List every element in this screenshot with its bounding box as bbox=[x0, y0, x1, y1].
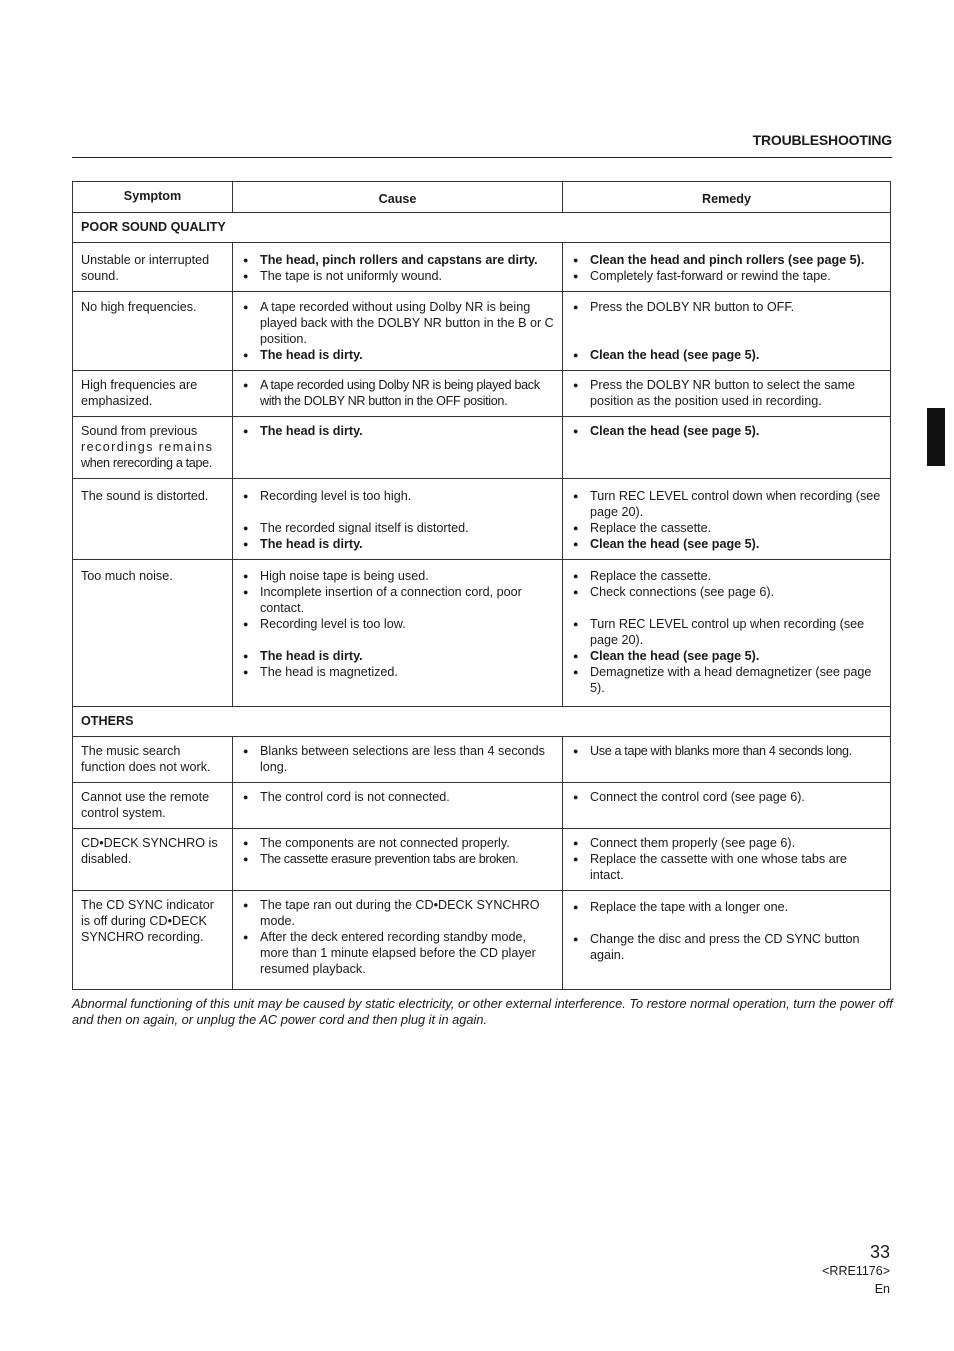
remedy-cell bbox=[563, 371, 891, 417]
section-title-poor-sound: POOR SOUND QUALITY bbox=[73, 213, 891, 243]
cause-item: ● Blanks between selections are less than 4 seconds long. bbox=[241, 743, 555, 775]
symptom-cell: The CD SYNC indicator is off during CD•DECK SYNCHRO recording. bbox=[73, 891, 233, 990]
table-row bbox=[73, 783, 891, 829]
remedy-item: ● Connect them properly (see page 6). bbox=[571, 835, 883, 851]
cause-item: ● After the deck entered recording standby mode, more than 1 minute elapsed before the CD player resumed playback. bbox=[241, 929, 555, 977]
table-row bbox=[73, 417, 891, 479]
cause-item: ● The head is dirty. bbox=[241, 536, 555, 552]
cause-item: ● The head is magnetized. bbox=[241, 664, 555, 680]
table-row bbox=[73, 891, 891, 990]
cause-item: ● The head is dirty. bbox=[241, 347, 555, 363]
header-rule bbox=[72, 157, 892, 158]
cause-item: ● High noise tape is being used. bbox=[241, 568, 555, 584]
cause-cell bbox=[233, 829, 563, 891]
table-header-row bbox=[73, 182, 891, 213]
cause-cell bbox=[233, 783, 563, 829]
table-row bbox=[73, 560, 891, 707]
symptom-line: Sound from previous bbox=[81, 424, 198, 438]
section-row-poor-sound bbox=[73, 213, 891, 243]
page-title: TROUBLESHOOTING bbox=[752, 132, 892, 148]
remedy-item: ● Check connections (see page 6). bbox=[571, 584, 883, 600]
symptom-cell: The sound is distorted. bbox=[73, 479, 233, 560]
symptom-cell: The music search function does not work. bbox=[73, 737, 233, 783]
cause-item: ● Incomplete insertion of a connection cord, poor contact. bbox=[241, 584, 555, 616]
remedy-cell bbox=[563, 783, 891, 829]
document-code: <RRE1176> bbox=[822, 1264, 890, 1278]
cause-cell bbox=[233, 243, 563, 292]
cause-item: ● A tape recorded without using Dolby NR is being played back with the DOLBY NR button in the B or C position. bbox=[241, 299, 555, 347]
remedy-item: ● Completely fast-forward or rewind the tape. bbox=[571, 268, 883, 284]
symptom-cell: High frequencies are emphasized. bbox=[73, 371, 233, 417]
remedy-item: ● Use a tape with blanks more than 4 seconds long. bbox=[571, 743, 883, 759]
cause-item: ● Recording level is too high. bbox=[241, 488, 555, 504]
static-electricity-note: Abnormal functioning of this unit may be caused by static electricity, or other external interference. To restore normal operation, turn the power off and then on again, or unplug the AC power cord and then plug it in again. bbox=[72, 996, 893, 1027]
cause-cell bbox=[233, 371, 563, 417]
cause-cell bbox=[233, 292, 563, 371]
remedy-cell bbox=[563, 479, 891, 560]
remedy-cell bbox=[563, 292, 891, 371]
table-row bbox=[73, 829, 891, 891]
cause-cell bbox=[233, 737, 563, 783]
cause-item: ● The tape is not uniformly wound. bbox=[241, 268, 555, 284]
remedy-item: ● Replace the cassette. bbox=[571, 520, 883, 536]
remedy-item: ● Clean the head and pinch rollers (see page 5). bbox=[571, 252, 883, 268]
table-row bbox=[73, 479, 891, 560]
table-row bbox=[73, 371, 891, 417]
symptom-line: recordings remains bbox=[81, 440, 214, 454]
cause-item: ● The components are not connected properly. bbox=[241, 835, 555, 851]
remedy-item: ● Turn REC LEVEL control up when recording (see page 20). bbox=[571, 616, 883, 648]
remedy-item: ● Clean the head (see page 5). bbox=[571, 347, 883, 363]
remedy-item: ● Replace the cassette. bbox=[571, 568, 883, 584]
language-label: En bbox=[874, 1282, 890, 1296]
cause-item: ● The recorded signal itself is distorted. bbox=[241, 520, 555, 536]
symptom-cell: Cannot use the remote control system. bbox=[73, 783, 233, 829]
remedy-item: ● Connect the control cord (see page 6). bbox=[571, 789, 883, 805]
remedy-item: ● Clean the head (see page 5). bbox=[571, 423, 883, 439]
symptom-cell: Too much noise. bbox=[73, 560, 233, 707]
remedy-cell bbox=[563, 560, 891, 707]
cause-item: ● Recording level is too low. bbox=[241, 616, 555, 632]
remedy-item: ● Clean the head (see page 5). bbox=[571, 536, 883, 552]
remedy-item: ● Change the disc and press the CD SYNC button again. bbox=[571, 931, 883, 963]
remedy-cell bbox=[563, 417, 891, 479]
cause-item: ● The head is dirty. bbox=[241, 648, 555, 664]
cause-item: ● The head, pinch rollers and capstans are dirty. bbox=[241, 252, 555, 268]
header-symptom: Symptom bbox=[73, 182, 233, 213]
cause-cell bbox=[233, 417, 563, 479]
troubleshooting-table bbox=[72, 181, 891, 990]
cause-item: ● The cassette erasure prevention tabs are broken. bbox=[241, 851, 555, 867]
remedy-item: ● Press the DOLBY NR button to select the same position as the position used in recording. bbox=[571, 377, 883, 409]
remedy-cell bbox=[563, 891, 891, 990]
section-tab-marker bbox=[927, 408, 945, 466]
remedy-item: ● Demagnetize with a head demagnetizer (see page 5). bbox=[571, 664, 883, 696]
symptom-cell bbox=[73, 417, 233, 479]
remedy-cell bbox=[563, 829, 891, 891]
table-row bbox=[73, 243, 891, 292]
remedy-cell bbox=[563, 243, 891, 292]
table-row bbox=[73, 737, 891, 783]
symptom-cell: No high frequencies. bbox=[73, 292, 233, 371]
header-remedy: Remedy bbox=[563, 182, 891, 213]
remedy-item: ● Press the DOLBY NR button to OFF. bbox=[571, 299, 883, 315]
header-cause: Cause bbox=[233, 182, 563, 213]
table-row bbox=[73, 292, 891, 371]
section-title-others: OTHERS bbox=[73, 707, 891, 737]
cause-cell bbox=[233, 479, 563, 560]
cause-item: ● The head is dirty. bbox=[241, 423, 555, 439]
symptom-cell: Unstable or interrupted sound. bbox=[73, 243, 233, 292]
cause-cell bbox=[233, 560, 563, 707]
remedy-item: ● Turn REC LEVEL control down when recording (see page 20). bbox=[571, 488, 883, 520]
section-row-others bbox=[73, 707, 891, 737]
cause-cell bbox=[233, 891, 563, 990]
symptom-line: when rerecording a tape. bbox=[81, 456, 212, 470]
page-number: 33 bbox=[869, 1242, 890, 1262]
remedy-item: ● Replace the cassette with one whose tabs are intact. bbox=[571, 851, 883, 883]
cause-item: ● The control cord is not connected. bbox=[241, 789, 555, 805]
remedy-cell bbox=[563, 737, 891, 783]
remedy-item: ● Replace the tape with a longer one. bbox=[571, 899, 883, 915]
cause-item: ● The tape ran out during the CD•DECK SYNCHRO mode. bbox=[241, 897, 555, 929]
symptom-cell: CD•DECK SYNCHRO is disabled. bbox=[73, 829, 233, 891]
remedy-item: ● Clean the head (see page 5). bbox=[571, 648, 883, 664]
cause-item: ● A tape recorded using Dolby NR is being played back with the DOLBY NR button in the OFF position. bbox=[241, 377, 555, 409]
